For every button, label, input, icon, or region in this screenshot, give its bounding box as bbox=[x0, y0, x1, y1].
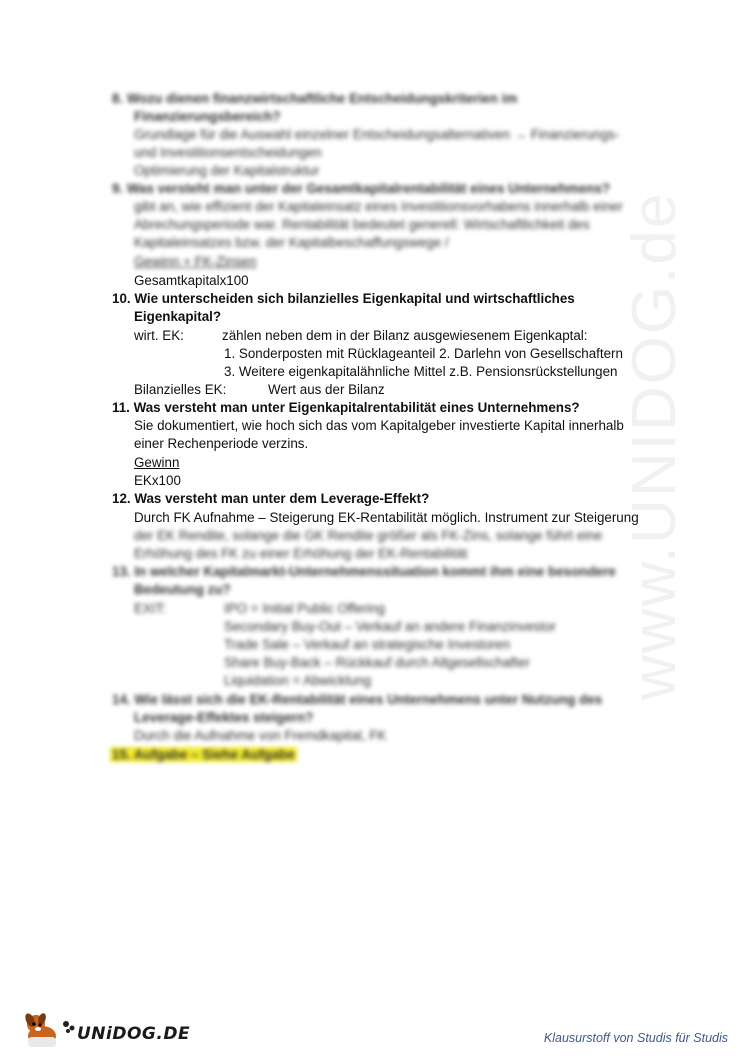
q10-bilanz-label: Bilanzielles EK: bbox=[134, 382, 227, 397]
q8-text-line-1: Grundlage für die Auswahl einzelner Entscheidungsalternativen → Finanzierungs- bbox=[134, 127, 620, 142]
q11-fraction-numerator: Gewinn bbox=[134, 455, 180, 470]
q9-text-line-3: Kapitaleinsatzes bzw. der Kapitalbeschaffungswege / bbox=[134, 235, 449, 250]
q10-wirt-label: wirt. EK: bbox=[134, 328, 184, 343]
dog-mascot-icon bbox=[22, 1010, 78, 1050]
q9-text-line-2: Abrechungsperiode war. Rentabilität bedeutet generell: Wirtschaftlichkeit des bbox=[134, 217, 590, 232]
q10-item-2: 3. Weitere eigenkapitalähnliche Mittel z.B. Pensionsrückstellungen bbox=[224, 364, 618, 379]
unidog-logo[interactable] bbox=[22, 1010, 191, 1050]
q15-title bbox=[110, 746, 297, 764]
q13-exit-item: Secondary Buy-Out – Verkauf an andere Finanzinvestor bbox=[224, 619, 556, 634]
q8-text-line-2: und Investitionsentscheidungen bbox=[134, 145, 322, 160]
q8-title-line-2: Finanzierungsbereich? bbox=[134, 109, 281, 124]
logo-text: UNiDOG.DE bbox=[77, 1024, 191, 1044]
q10-wirt-text: zählen neben dem in der Bilanz ausgewiesenem Eigenkaptal: bbox=[222, 328, 588, 343]
q14-title-line-2: Leverage-Effektes steigern? bbox=[134, 710, 314, 725]
footer-tagline: Klausurstoff von Studis für Studis bbox=[543, 1031, 728, 1045]
q13-exit-label: EXIT: bbox=[134, 601, 166, 616]
q11-text-line-1: Sie dokumentiert, wie hoch sich das vom Kapitalgeber investierte Kapital innerhalb bbox=[134, 418, 624, 433]
q9-fraction-denominator: Gesamtkapitalx100 bbox=[134, 273, 249, 288]
q12-title: 12. Was versteht man unter dem Leverage-Effekt? bbox=[112, 491, 430, 506]
q13-exit-item: Liquidation = Abwicklung bbox=[224, 673, 372, 688]
q12-text-line-2: der EK Rendite, solange die GK Rendite größer als FK-Zins, solange führt eine bbox=[134, 528, 603, 543]
q14-title-line-1: 14. Wie lässt sich die EK-Rentabilität eines Unternehmens unter Nutzung des bbox=[112, 692, 603, 707]
q11-fraction-denominator: EKx100 bbox=[134, 473, 181, 488]
q9-text-line-1: gibt an, wie effizient der Kapitaleinsatz eines Investitionsvorhabens innerhalb einer bbox=[134, 199, 623, 214]
q12-text-line-1: Durch FK Aufnahme – Steigerung EK-Rentabilität möglich. Instrument zur Steigerung bbox=[134, 510, 639, 525]
q10-bilanz-text: Wert aus der Bilanz bbox=[268, 382, 385, 397]
q12-text-line-3: Erhöhung des FK zu einer Erhöhung der EK-Rentabilität bbox=[134, 546, 468, 561]
q11-text-line-2: einer Rechenperiode verzins. bbox=[134, 436, 309, 451]
q9-fraction-numerator: Gewinn + FK-Zinsen bbox=[134, 254, 257, 269]
q13-exit-item: IPO = Initial Public Offering bbox=[224, 601, 385, 616]
q10-title-line-1: 10. Wie unterscheiden sich bilanzielles Eigenkapital und wirtschaftliches bbox=[112, 291, 575, 306]
q13-title-line-2: Bedeutung zu? bbox=[134, 582, 231, 597]
q8-text-line-3: Optimierung der Kapitalstruktur bbox=[134, 163, 320, 178]
q13-exit-item: Trade Sale – Verkauf an strategische Investoren bbox=[224, 637, 511, 652]
q14-text-line-1: Durch die Aufnahme von Fremdkapital, FK bbox=[134, 728, 387, 743]
q13-exit-item: Share Buy-Back – Rückkauf durch Altgesellschafter bbox=[224, 655, 530, 670]
q9-title: 9. Was versteht man unter der Gesamtkapitalrentabilität eines Unternehmens? bbox=[112, 181, 611, 196]
q10-title-line-2: Eigenkapital? bbox=[134, 309, 222, 324]
q11-title: 11. Was versteht man unter Eigenkapitalrentabilität eines Unternehmens? bbox=[112, 400, 580, 415]
q8-title-line-1: 8. Wozu dienen finanzwirtschaftliche Entscheidungskriterien im bbox=[112, 91, 518, 106]
watermark: www.UNIDOG.de bbox=[620, 191, 689, 700]
q13-title-line-1: 13. In welcher Kapitalmarkt-Unternehmenssituation kommt ihm eine besondere bbox=[112, 564, 616, 579]
q10-item-1: 1. Sonderposten mit Rücklageanteil 2. Darlehn von Gesellschaftern bbox=[224, 346, 623, 361]
q15-highlight: 15. Aufgabe – Siehe Aufgabe bbox=[112, 747, 295, 762]
